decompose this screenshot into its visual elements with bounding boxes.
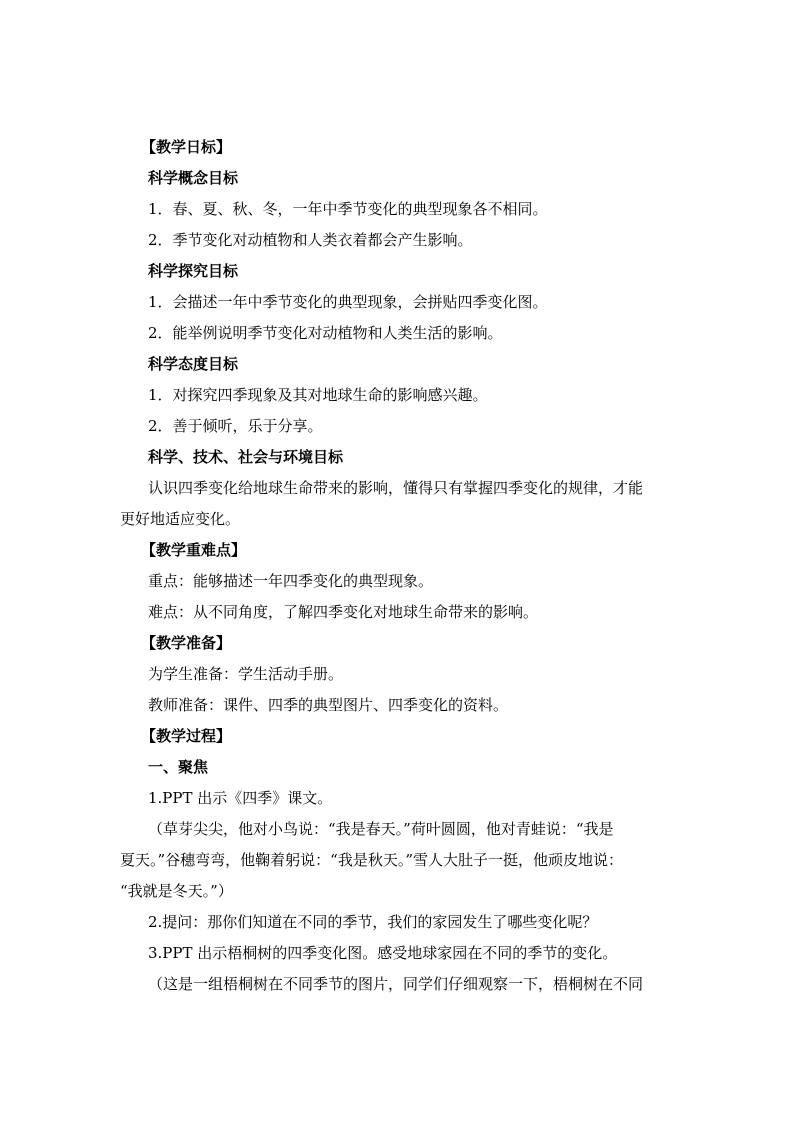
key-point: 重点：能够描述一年四季变化的典型现象。 — [148, 572, 434, 590]
attitude-goal-1: 1．对探究四季现象及其对地球生命的影响感兴趣。 — [148, 386, 488, 404]
process-step-2: 2.提问：那你们知道在不同的季节，我们的家园发生了哪些变化呢？ — [148, 913, 598, 931]
subheading-inquiry-goals: 科学探究目标 — [148, 262, 239, 280]
teacher-preparation: 教师准备：课件、四季的典型图片、四季变化的资料。 — [148, 696, 509, 714]
subheading-stse-goals: 科学、技术、社会与环境目标 — [148, 448, 344, 466]
process-step-3: 3.PPT 出示梧桐树的四季变化图。感受地球家园在不同的季节的变化。 — [148, 944, 618, 962]
document-page — [120, 132, 676, 1000]
stse-goal-line-2: 更好地适应变化。 — [120, 510, 241, 528]
section-heading-process: 【教学过程】 — [141, 727, 232, 745]
difficult-point: 难点：从不同角度，了解四季变化对地球生命带来的影响。 — [148, 603, 539, 621]
process-step-1: 1.PPT 出示《四季》课文。 — [148, 789, 333, 807]
stse-goal-line-1: 认识四季变化给地球生命带来的影响，懂得只有掌握四季变化的规律，才能 — [148, 479, 644, 497]
student-preparation: 为学生准备：学生活动手册。 — [148, 665, 344, 683]
section-heading-preparation: 【教学准备】 — [141, 634, 232, 652]
subheading-focus: 一、聚焦 — [148, 758, 209, 776]
quote-line-1: （草芽尖尖，他对小鸟说：“我是春天。”荷叶圆圆，他对青蛙说：“我是 — [148, 820, 614, 838]
section-heading-key-points: 【教学重难点】 — [141, 541, 247, 559]
inquiry-goal-1: 1．会描述一年中季节变化的典型现象，会拼贴四季变化图。 — [148, 293, 548, 311]
quote-line-3: “我就是冬天。”） — [120, 882, 233, 900]
subheading-attitude-goals: 科学态度目标 — [148, 355, 239, 373]
attitude-goal-2: 2．善于倾听，乐于分享。 — [148, 417, 323, 435]
concept-goal-2: 2．季节变化对动植物和人类衣着都会产生影响。 — [148, 231, 473, 249]
section-heading-teaching-goals: 【教学日标】 — [141, 138, 232, 156]
process-step-3-note: （这是一组梧桐树在不同季节的图片，同学们仔细观察一下，梧桐树在不同 — [148, 975, 644, 993]
inquiry-goal-2: 2．能举例说明季节变化对动植物和人类生活的影响。 — [148, 324, 503, 342]
subheading-concept-goals: 科学概念目标 — [148, 169, 239, 187]
quote-line-2: 夏天。”谷穗弯弯，他鞠着躬说：“我是秋天。”雪人大肚子一挺，他顽皮地说： — [120, 851, 624, 869]
concept-goal-1: 1．春、夏、秋、冬，一年中季节变化的典型现象各不相同。 — [148, 200, 548, 218]
